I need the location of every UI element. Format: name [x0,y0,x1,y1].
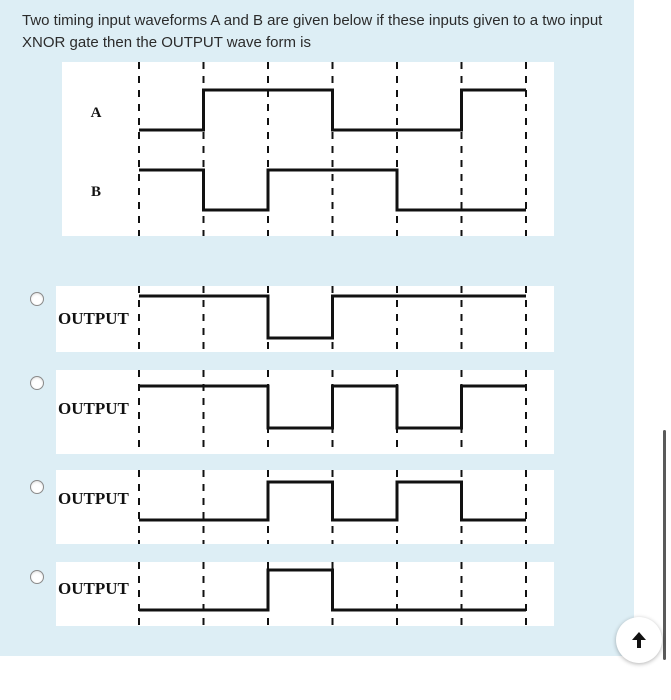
output-label: OUTPUT [58,579,129,598]
output-label: OUTPUT [58,309,129,328]
radio-option-1[interactable] [30,292,44,306]
output-label: OUTPUT [58,399,129,418]
signal-label-a: A [90,105,102,121]
option-3-waveform [56,470,554,544]
output-label: OUTPUT [58,489,129,508]
input-waveforms [62,62,554,236]
radio-option-4[interactable] [30,570,44,584]
option-1-waveform [56,286,554,352]
arrow-up-icon [631,631,647,649]
signal-label-b: B [90,184,102,200]
option-2-waveform [56,370,554,454]
question-text: Two timing input waveforms A and B are given below if these inputs given to a two input XNOR gate then the OUTPUT wave form is [22,12,603,51]
radio-option-2[interactable] [30,376,44,390]
radio-option-3[interactable] [30,480,44,494]
option-4-waveform [56,562,554,626]
scrollbar[interactable] [663,430,666,660]
scroll-to-top-button[interactable] [616,617,662,663]
